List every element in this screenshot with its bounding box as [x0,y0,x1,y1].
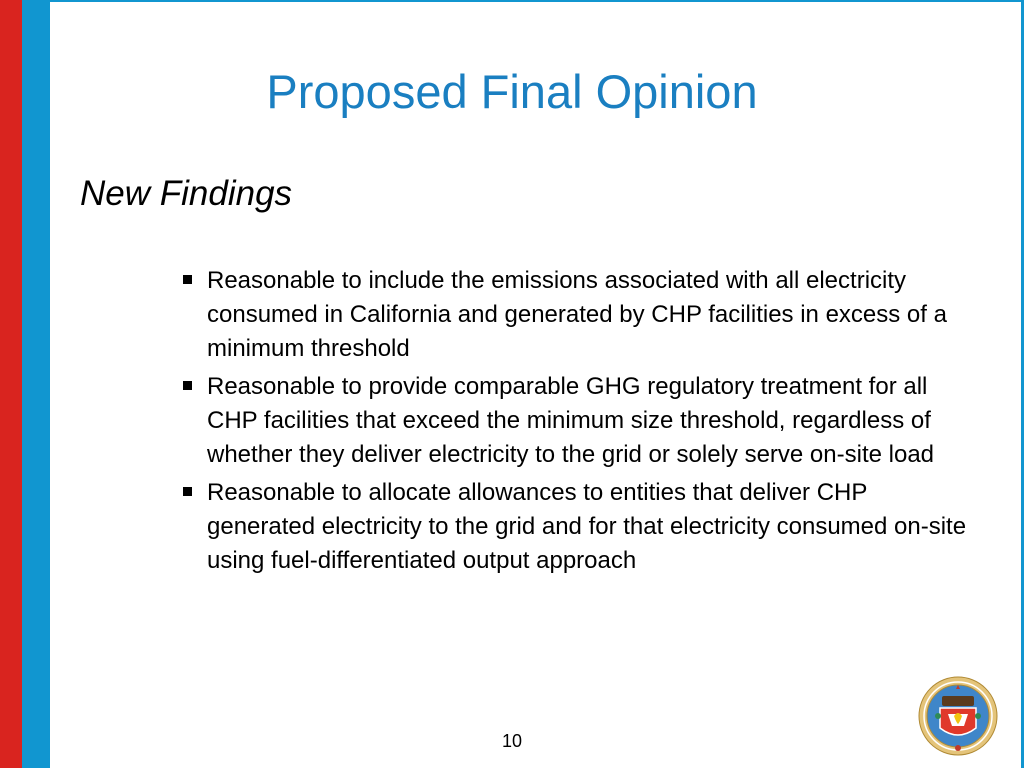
square-bullet-icon [183,275,192,284]
left-blue-stripe [22,0,50,768]
bullet-list [180,264,980,582]
slide-title: Proposed Final Opinion [266,65,758,118]
bullet-item [180,476,980,578]
slide-subtitle: New Findings [80,174,293,213]
square-bullet-icon [183,381,192,390]
bullet-text: Reasonable to include the emissions associated with all electricity consumed in California and generated by CHP facilities in excess of a minimum threshold [207,267,947,362]
state-agency-seal-icon [918,676,998,756]
top-border [50,0,1024,2]
square-bullet-icon [183,487,192,496]
bullet-text: Reasonable to provide comparable GHG regulatory treatment for all CHP facilities that exceed the minimum size threshold, regardless of whether they deliver electricity to the grid or solely serve on-site load [207,373,935,468]
bullet-item [180,264,980,366]
page-number: 10 [501,731,523,751]
bullet-text: Reasonable to allocate allowances to entities that deliver CHP generated electricity to the grid and for that electricity consumed on-site using fuel-differentiated output approach [207,479,967,574]
left-red-stripe [0,0,22,768]
bullet-item [180,370,980,472]
